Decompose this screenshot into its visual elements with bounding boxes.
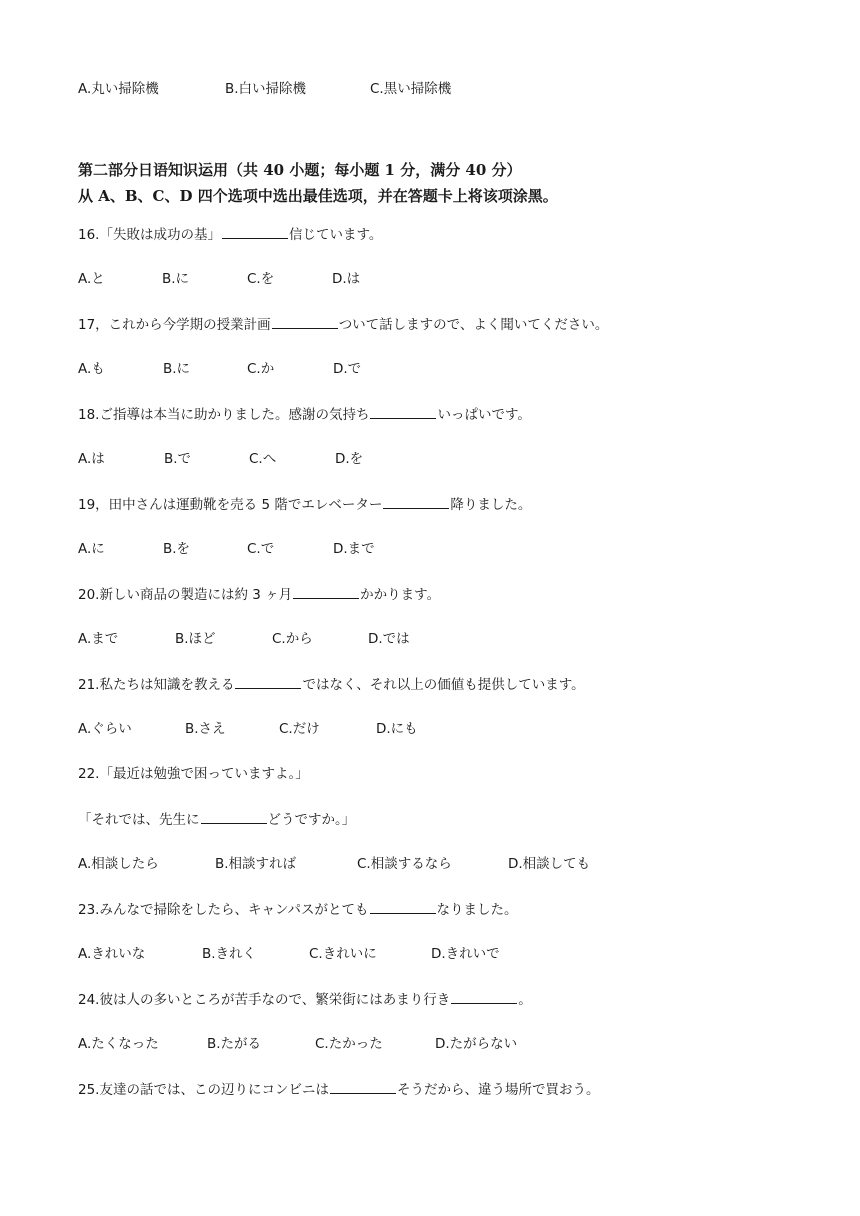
option-c[interactable]: C.から [272, 631, 313, 647]
option-c[interactable]: C.きれいに [309, 946, 377, 962]
question-stem: 24.彼は人の多いところが苦手なので、繁栄街にはあまり行き [78, 992, 451, 1008]
option-b[interactable]: B.で [164, 451, 192, 467]
option-c[interactable]: C.か [247, 361, 275, 377]
option-b[interactable]: B.白い掃除機 [225, 81, 307, 97]
question-stem: 16.「失敗は成功の基」 [78, 227, 221, 243]
answer-blank [370, 405, 436, 419]
question-stem: 20.新しい商品の製造には約 3 ヶ月 [78, 587, 293, 603]
question-22-reply [78, 810, 355, 829]
answer-blank [222, 225, 288, 239]
option-c[interactable]: C.で [247, 541, 275, 557]
question-22: 22.「最近は勉強で困っていますよ。」 [78, 766, 309, 782]
question-stem-end: どうですか。」 [267, 812, 356, 828]
question-stem-end: 。 [518, 992, 532, 1008]
option-a[interactable]: A.丸い掃除機 [78, 81, 159, 97]
question-17 [78, 315, 608, 334]
option-a[interactable]: A.に [78, 541, 105, 557]
option-a[interactable]: A.まで [78, 631, 119, 647]
option-c[interactable]: C.だけ [279, 721, 320, 737]
option-d[interactable]: D.では [368, 631, 410, 647]
option-c[interactable]: C.を [247, 271, 275, 287]
option-b[interactable]: B.さえ [185, 721, 226, 737]
option-a[interactable]: A.相談したら [78, 856, 159, 872]
option-d[interactable]: D.相談しても [508, 856, 591, 872]
option-a[interactable]: A.きれいな [78, 946, 146, 962]
question-stem: 21.私たちは知識を教える [78, 677, 235, 693]
question-stem-end: ついて話しますので、よく聞いてください。 [338, 317, 609, 333]
answer-blank [383, 495, 449, 509]
option-d[interactable]: D.たがらない [435, 1036, 518, 1052]
answer-blank [235, 675, 301, 689]
option-a[interactable]: A.と [78, 271, 105, 287]
option-b[interactable]: B.相談すれば [215, 856, 297, 872]
option-d[interactable]: D.まで [333, 541, 375, 557]
option-b[interactable]: B.ほど [175, 631, 216, 647]
option-a[interactable]: A.たくなった [78, 1036, 159, 1052]
option-b[interactable]: B.に [163, 361, 191, 377]
question-stem-end: 降りました。 [450, 497, 532, 513]
question-20 [78, 585, 440, 604]
question-stem: 23.みんなで掃除をしたら、キャンパスがとても [78, 902, 369, 918]
question-19 [78, 495, 531, 514]
option-c[interactable]: C.相談するなら [357, 856, 452, 872]
section-title: 第二部分日语知识运用（共 40 小题；每小题 1 分，满分 40 分） [78, 161, 522, 179]
option-b[interactable]: B.に [162, 271, 190, 287]
question-stem-end: かかります。 [360, 587, 441, 603]
answer-blank [293, 585, 359, 599]
option-b[interactable]: B.を [163, 541, 191, 557]
option-c[interactable]: C.たかった [315, 1036, 383, 1052]
question-21 [78, 675, 585, 694]
option-d[interactable]: D.で [333, 361, 362, 377]
question-stem-end: いっぱいです。 [437, 407, 531, 423]
question-stem: 18.ご指導は本当に助かりました。感謝の気持ち [78, 407, 370, 423]
question-stem-end: なりました。 [436, 902, 518, 918]
answer-blank [370, 900, 436, 914]
question-24 [78, 990, 532, 1009]
option-a[interactable]: A.も [78, 361, 105, 377]
question-stem: 25.友達の話では、この辺りにコンビニは [78, 1082, 329, 1098]
option-d[interactable]: D.にも [376, 721, 418, 737]
question-stem-end: ではなく、それ以上の価値も提供しています。 [302, 677, 585, 693]
answer-blank [451, 990, 517, 1004]
option-a[interactable]: A.は [78, 451, 105, 467]
question-16 [78, 225, 382, 244]
answer-blank [272, 315, 338, 329]
answer-blank [201, 810, 267, 824]
option-d[interactable]: D.は [332, 271, 361, 287]
question-stem: 19，田中さんは運動靴を売る 5 階でエレベーター [78, 497, 383, 513]
question-stem-end: そうだから、違う場所で買おう。 [396, 1082, 600, 1098]
question-stem: 17，これから今学期の授業計画 [78, 317, 271, 333]
option-b[interactable]: B.きれく [202, 946, 257, 962]
option-d[interactable]: D.きれいで [431, 946, 500, 962]
answer-blank [330, 1080, 396, 1094]
option-a[interactable]: A.ぐらい [78, 721, 132, 737]
question-25 [78, 1080, 599, 1099]
option-c[interactable]: C.黒い掃除機 [370, 81, 452, 97]
option-b[interactable]: B.たがる [207, 1036, 262, 1052]
question-stem-end: 信じています。 [288, 227, 383, 243]
question-18 [78, 405, 531, 424]
question-23 [78, 900, 518, 919]
option-c[interactable]: C.へ [249, 451, 277, 467]
section-instruction: 从 A、B、C、D 四个选项中选出最佳选项，并在答题卡上将该项涂黑。 [78, 187, 558, 205]
option-d[interactable]: D.を [335, 451, 364, 467]
question-stem: 「それでは、先生に [78, 812, 200, 828]
